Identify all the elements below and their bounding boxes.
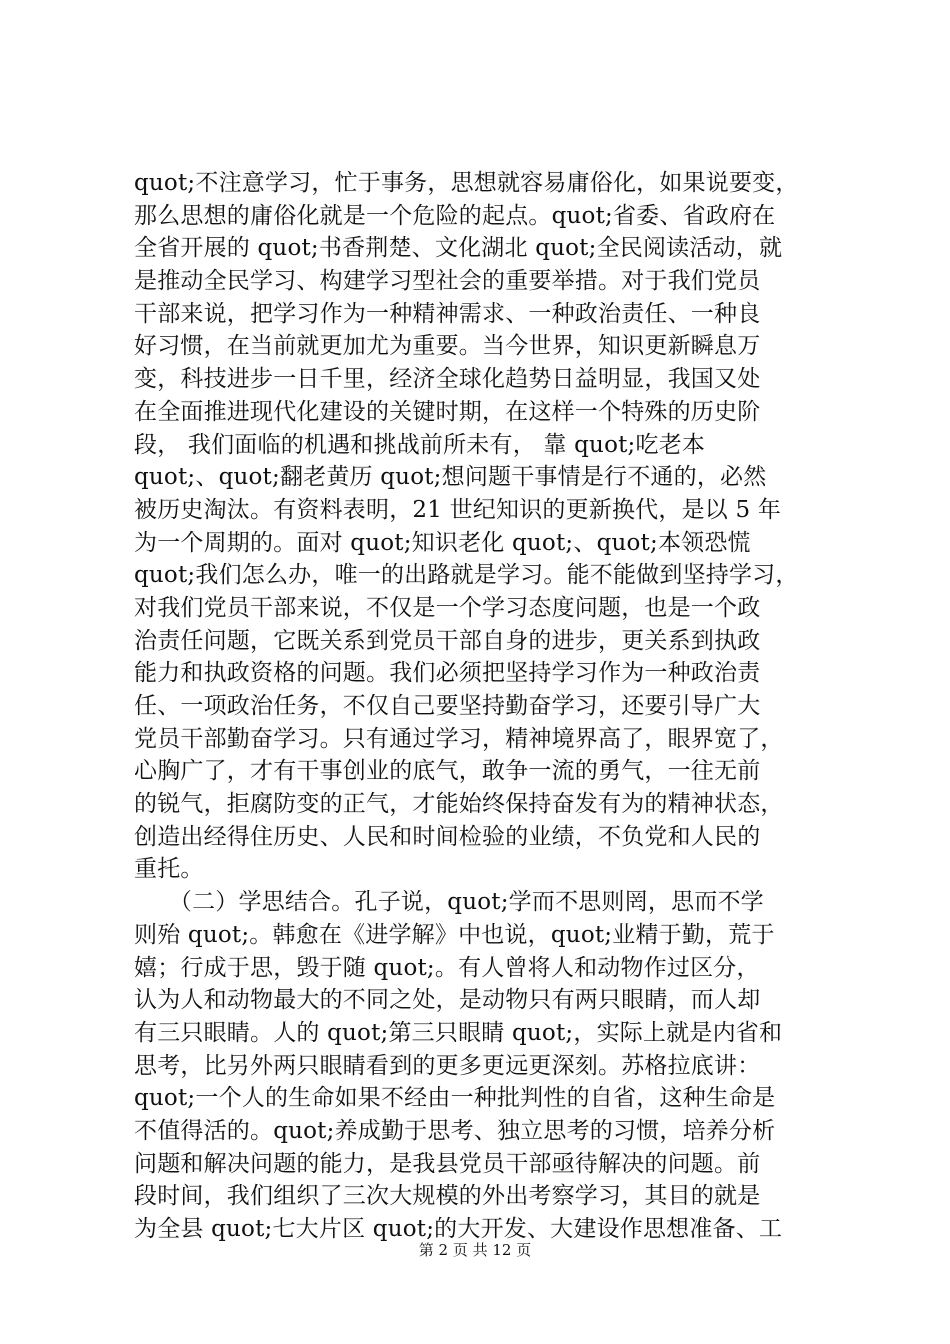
text-line: 好习惯，在当前就更加尤为重要。当今世界，知识更新瞬息万 (134, 333, 761, 360)
text-line: 心胸广了，才有干事创业的底气，敢争一流的勇气，一往无前 (134, 758, 761, 785)
text-line: 则殆 quot;。韩愈在《进学解》中也说，quot;业精于勤，荒于 (134, 921, 775, 948)
text-line: 是推动全民学习、构建学习型社会的重要举措。对于我们党员 (134, 268, 761, 295)
text-line: 段时间，我们组织了三次大规模的外出考察学习，其目的就是 (134, 1183, 761, 1210)
text-line: 变，科技进步一日千里，经济全球化趋势日益明显，我国又处 (134, 366, 761, 393)
text-line: 重托。 (134, 856, 204, 883)
text-line: 问题和解决问题的能力，是我县党员干部亟待解决的问题。前 (134, 1150, 761, 1177)
text-line: 的锐气，拒腐防变的正气，才能始终保持奋发有为的精神状态， (134, 791, 784, 818)
text-line: quot;我们怎么办，唯一的出路就是学习。能不能做到坚持学习， (134, 562, 799, 589)
text-line: 段， 我们面临的机遇和挑战前所未有， 靠 quot;吃老本 (134, 431, 706, 458)
text-line: 为一个周期的。面对 quot;知识老化 quot;、quot;本领恐慌 (134, 529, 751, 556)
body-text (134, 167, 834, 1246)
text-line: 被历史淘汰。有资料表明，21 世纪知识的更新换代，是以 5 年 (134, 496, 782, 523)
text-line: quot;、quot;翻老黄历 quot;想问题干事情是行不通的，必然 (134, 464, 767, 491)
text-line: quot;一个人的生命如果不经由一种批判性的自省，这种生命是 (134, 1085, 776, 1112)
text-line: 有三只眼睛。人的 quot;第三只眼睛 quot;，实际上就是内省和 (134, 1019, 783, 1046)
text-line: 在全面推进现代化建设的关键时期，在这样一个特殊的历史阶 (134, 398, 761, 425)
text-line: （二）学思结合。孔子说，quot;学而不思则罔，思而不学 (134, 889, 764, 916)
text-line: 治责任问题，它既关系到党员干部自身的进步，更关系到执政 (134, 627, 761, 654)
text-line: 认为人和动物最大的不同之处，是动物只有两只眼睛，而人却 (134, 987, 761, 1014)
text-line: 能力和执政资格的问题。我们必须把坚持学习作为一种政治责 (134, 660, 761, 687)
text-line: quot;不注意学习，忙于事务，思想就容易庸俗化，如果说要变， (134, 170, 799, 196)
text-line: 党员干部勤奋学习。只有通过学习，精神境界高了，眼界宽了， (134, 725, 784, 752)
text-line: 对我们党员干部来说，不仅是一个学习态度问题，也是一个政 (134, 594, 761, 621)
text-line: 创造出经得住历史、人民和时间检验的业绩，不负党和人民的 (134, 823, 761, 850)
text-line: 不值得活的。quot;养成勤于思考、独立思考的习惯，培养分析 (134, 1117, 776, 1144)
text-line: 干部来说，把学习作为一种精神需求、一种政治责任、一种良 (134, 300, 761, 327)
text-line: 任、一项政治任务，不仅自己要坚持勤奋学习，还要引导广大 (134, 693, 761, 719)
text-line: 思考，比另外两只眼睛看到的更多更远更深刻。苏格拉底讲： (134, 1052, 761, 1079)
text-line: 为全县 quot;七大片区 quot;的大开发、大建设作思想准备、工 (134, 1216, 783, 1242)
page-footer: 第 2 页 共 12 页 (418, 1241, 532, 1259)
text-line: 全省开展的 quot;书香荆楚、文化湖北 quot;全民阅读活动，就 (134, 235, 783, 262)
text-line: 那么思想的庸俗化就是一个危险的起点。quot;省委、省政府在 (134, 202, 776, 229)
text-line: 嬉；行成于思，毁于随 quot;。有人曾将人和动物作过区分， (134, 954, 760, 981)
